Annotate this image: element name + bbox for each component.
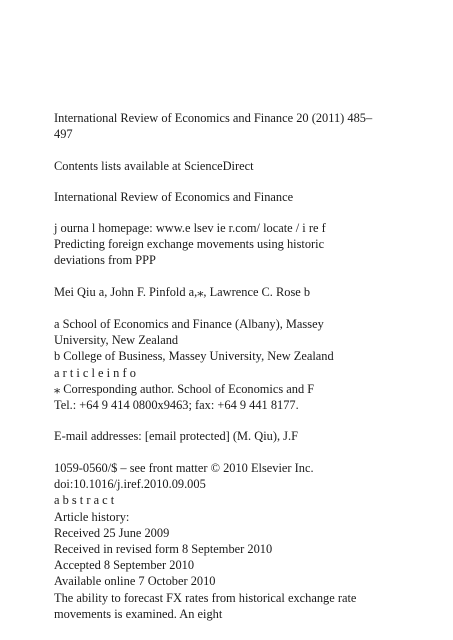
- article-title-line: Predicting foreign exchange movements using historic: [54, 237, 325, 252]
- email-line: E-mail addresses: [email protected] (M. Qiu), J.F: [54, 429, 298, 443]
- article-info-label: a r t i c l e i n f o: [54, 365, 136, 380]
- affiliation-line: a School of Economics and Finance (Albany), Massey: [54, 317, 324, 331]
- received-date-line: Received 25 June 2009: [54, 525, 170, 540]
- abstract-text-line: The ability to forecast FX rates from historical exchange rate: [54, 590, 357, 605]
- contents-line: Contents lists available at ScienceDirect: [54, 159, 254, 173]
- affiliation-line: b College of Business, Massey University, New Zealand: [54, 349, 334, 364]
- email-addresses: [54, 428, 434, 444]
- journal-name-line: International Review of Economics and Finance: [54, 190, 294, 204]
- abstract-text-line: movements is examined. An eight: [54, 606, 223, 621]
- article-title-line: deviations from PPP: [54, 253, 156, 268]
- affiliations-and-correspondence: [54, 316, 434, 413]
- accepted-date-line: Accepted 8 September 2010: [54, 558, 195, 573]
- authors-line: Mei Qiu a, John F. Pinfold a,⁎, Lawrence C. Rose b: [54, 285, 311, 299]
- journal-reference-line: 497: [54, 127, 73, 142]
- front-matter: [54, 460, 434, 622]
- article-history-label: Article history:: [54, 509, 130, 524]
- issn-line: 1059-0560/$ – see front matter © 2010 Elsevier Inc.: [54, 461, 314, 475]
- authors: [54, 284, 434, 300]
- journal-reference: [54, 110, 434, 142]
- homepage-and-title: [54, 220, 434, 269]
- online-date-line: Available online 7 October 2010: [54, 574, 216, 589]
- doi-line: doi:10.1016/j.iref.2010.09.005: [54, 477, 206, 492]
- journal-reference-line: International Review of Economics and Finance 20 (2011) 485–: [54, 111, 373, 125]
- abstract-label: a b s t r a c t: [54, 493, 115, 508]
- corresponding-author-line: ⁎ Corresponding author. School of Economics and F: [54, 381, 315, 396]
- contents-availability: [54, 158, 434, 174]
- affiliation-line: University, New Zealand: [54, 333, 179, 348]
- telephone-line: Tel.: +64 9 414 0800x9463; fax: +64 9 441 8177.: [54, 398, 299, 413]
- homepage-line: j ourna l homepage: www.e lsev ie r.com/ locate / i re f: [54, 221, 326, 235]
- journal-name: [54, 189, 434, 205]
- revised-date-line: Received in revised form 8 September 2010: [54, 542, 273, 557]
